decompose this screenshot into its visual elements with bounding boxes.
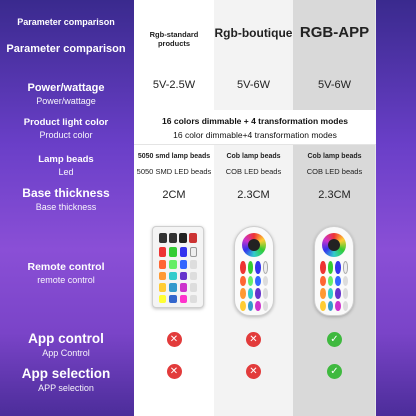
column-app — [293, 0, 376, 416]
beads-title-standard: 5050 smd lamp beads — [137, 153, 211, 160]
check-icon: ✓ — [327, 332, 342, 347]
column-header-app: RGB-APP — [299, 24, 370, 41]
divider — [134, 144, 376, 145]
power-standard: 5V-2.5W — [152, 79, 196, 91]
thickness-app: 2.3CM — [318, 189, 351, 201]
header-label: Parameter comparison — [17, 17, 115, 27]
beads-title-boutique: Cob lamp beads — [226, 153, 281, 160]
check-icon: ✓ — [327, 364, 342, 379]
beads-sub-app: COB LED beads — [306, 167, 363, 176]
row-label-thickness: Base thickness Base thickness — [22, 186, 110, 212]
beads-sub-standard: 5050 SMD LED beads — [136, 167, 212, 176]
power-app: 5V-6W — [317, 79, 351, 91]
thickness-standard: 2CM — [162, 189, 186, 201]
color-merged-title: 16 colors dimmable + 4 transformation modes — [162, 116, 348, 126]
beads-sub-boutique: COB LED beads — [225, 167, 282, 176]
round-remote-icon — [314, 226, 354, 316]
beads-title-app: Cob lamp beads — [307, 153, 362, 160]
color-merged-sub: 16 color dimmable+4 transformation modes — [173, 130, 337, 140]
row-label-color: Product light color Product color — [23, 117, 109, 140]
column-boutique — [214, 0, 293, 416]
label-column — [0, 0, 132, 416]
header-label-sub: Parameter comparison — [6, 43, 126, 55]
cross-icon: ✕ — [246, 364, 261, 379]
row-label-app-selection: App selection APP selection — [21, 366, 111, 393]
round-remote-icon — [234, 226, 274, 316]
thickness-boutique: 2.3CM — [237, 189, 270, 201]
column-header-standard: Rgb-standard products — [149, 30, 199, 48]
square-remote-icon — [152, 226, 204, 308]
cross-icon: ✕ — [246, 332, 261, 347]
column-header-boutique: Rgb-boutique — [214, 26, 293, 40]
row-label-app-control: App control App Control — [28, 331, 104, 358]
column-standard — [134, 0, 214, 416]
row-label-power: Power/wattage Power/wattage — [27, 82, 105, 106]
cross-icon: ✕ — [167, 332, 182, 347]
row-label-beads: Lamp beads Led — [38, 154, 94, 177]
power-boutique: 5V-6W — [236, 79, 270, 91]
cross-icon: ✕ — [167, 364, 182, 379]
row-label-remote: Remote control remote control — [27, 261, 105, 285]
